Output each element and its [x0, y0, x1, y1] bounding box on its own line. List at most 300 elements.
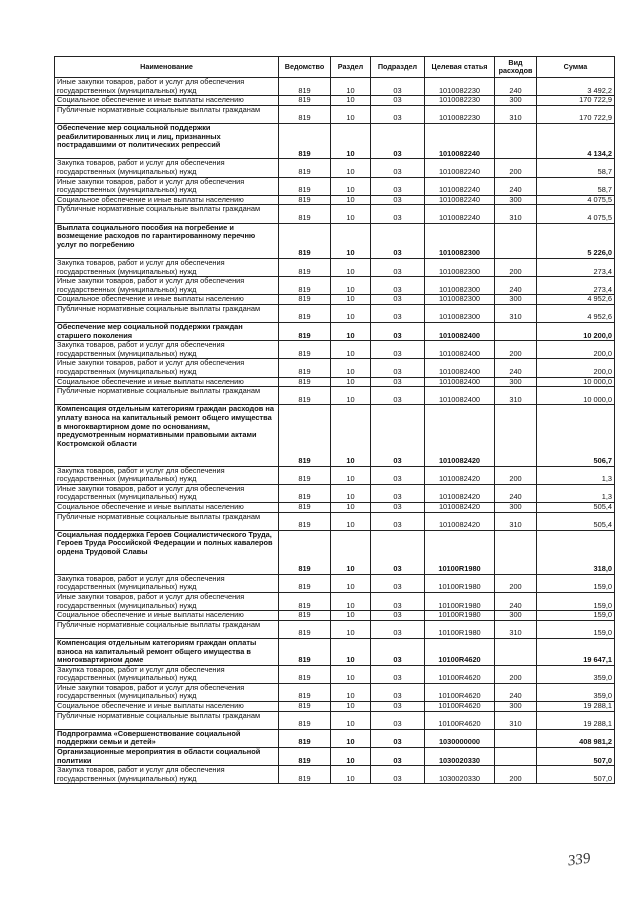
row-target: 10100R4620: [425, 638, 495, 665]
row-sum: 170 722,9: [537, 105, 615, 123]
row-target: 1010082240: [425, 205, 495, 223]
row-kind: 300: [495, 195, 537, 205]
row-kind: 240: [495, 277, 537, 295]
row-sum: 19 288,1: [537, 702, 615, 712]
row-target: 1010082240: [425, 177, 495, 195]
row-subsection: 03: [371, 484, 425, 502]
row-dept: 819: [279, 205, 331, 223]
header-sum: Сумма: [537, 57, 615, 78]
row-subsection: 03: [371, 177, 425, 195]
row-target: 10100R4620: [425, 702, 495, 712]
row-target: 1010082240: [425, 195, 495, 205]
table-row: [55, 638, 615, 665]
row-section: 10: [331, 295, 371, 305]
row-name: Публичные нормативные социальные выплаты гражданам: [55, 620, 279, 638]
row-section: 10: [331, 205, 371, 223]
row-kind: 200: [495, 341, 537, 359]
table-row: [55, 766, 615, 784]
row-subsection: 03: [371, 702, 425, 712]
row-name: Публичные нормативные социальные выплаты гражданам: [55, 711, 279, 729]
row-name: Иные закупки товаров, работ и услуг для обеспечения государственных (муниципальных) нужд: [55, 78, 279, 96]
row-section: 10: [331, 105, 371, 123]
row-kind: [495, 729, 537, 747]
row-section: 10: [331, 638, 371, 665]
row-section: 10: [331, 304, 371, 322]
table-row: [55, 359, 615, 377]
row-target: 1010082420: [425, 405, 495, 466]
row-target: 1030020330: [425, 766, 495, 784]
row-target: 1010082300: [425, 295, 495, 305]
row-subsection: 03: [371, 359, 425, 377]
row-section: 10: [331, 277, 371, 295]
row-dept: 819: [279, 484, 331, 502]
row-section: 10: [331, 341, 371, 359]
row-kind: 300: [495, 502, 537, 512]
row-subsection: 03: [371, 766, 425, 784]
row-subsection: 03: [371, 323, 425, 341]
budget-document: [54, 56, 614, 784]
table-row: [55, 611, 615, 621]
row-subsection: 03: [371, 711, 425, 729]
row-subsection: 03: [371, 258, 425, 276]
row-subsection: 03: [371, 195, 425, 205]
row-name: Публичные нормативные социальные выплаты гражданам: [55, 512, 279, 530]
row-name: Закупка товаров, работ и услуг для обеспечения государственных (муниципальных) нужд: [55, 766, 279, 784]
row-name: Компенсация отдельным категориям граждан оплаты взноса на капитальный ремонт общего имущества в многоквартирном доме: [55, 638, 279, 665]
row-section: 10: [331, 592, 371, 610]
table-row: [55, 592, 615, 610]
row-section: 10: [331, 177, 371, 195]
row-section: 10: [331, 96, 371, 106]
row-subsection: 03: [371, 405, 425, 466]
page-number: 339: [566, 850, 592, 870]
table-row: [55, 530, 615, 574]
row-target: 1010082400: [425, 323, 495, 341]
row-target: 1010082240: [425, 123, 495, 158]
row-name: Иные закупки товаров, работ и услуг для обеспечения государственных (муниципальных) нужд: [55, 359, 279, 377]
table-row: [55, 78, 615, 96]
row-sum: 1,3: [537, 484, 615, 502]
row-dept: 819: [279, 304, 331, 322]
row-dept: 819: [279, 341, 331, 359]
row-name: Социальное обеспечение и иные выплаты населению: [55, 295, 279, 305]
row-section: 10: [331, 530, 371, 574]
row-kind: 200: [495, 574, 537, 592]
row-kind: 240: [495, 78, 537, 96]
row-sum: 4 952,6: [537, 304, 615, 322]
row-section: 10: [331, 702, 371, 712]
row-kind: 200: [495, 466, 537, 484]
row-section: 10: [331, 766, 371, 784]
table-row: [55, 195, 615, 205]
row-sum: 1,3: [537, 466, 615, 484]
header-name: Наименование: [55, 57, 279, 78]
row-target: 1010082300: [425, 223, 495, 258]
row-subsection: 03: [371, 683, 425, 701]
row-subsection: 03: [371, 512, 425, 530]
table-row: [55, 711, 615, 729]
row-dept: 819: [279, 78, 331, 96]
row-name: Публичные нормативные социальные выплаты гражданам: [55, 387, 279, 405]
row-target: 1010082230: [425, 105, 495, 123]
row-sum: 273,4: [537, 277, 615, 295]
row-name: Закупка товаров, работ и услуг для обеспечения государственных (муниципальных) нужд: [55, 466, 279, 484]
row-target: 1010082300: [425, 277, 495, 295]
row-name: Социальная поддержка Героев Социалистического Труда, Героев Труда Российской Федерации и полных кавалеров ордена Трудовой Славы: [55, 530, 279, 574]
row-dept: 819: [279, 748, 331, 766]
row-section: 10: [331, 387, 371, 405]
row-dept: 819: [279, 123, 331, 158]
row-kind: 200: [495, 766, 537, 784]
row-sum: 318,0: [537, 530, 615, 574]
row-dept: 819: [279, 258, 331, 276]
row-target: 1030000000: [425, 729, 495, 747]
row-subsection: 03: [371, 105, 425, 123]
row-target: 1010082300: [425, 258, 495, 276]
row-target: 1010082420: [425, 512, 495, 530]
row-name: Иные закупки товаров, работ и услуг для обеспечения государственных (муниципальных) нужд: [55, 277, 279, 295]
row-sum: 19 647,1: [537, 638, 615, 665]
row-target: 1010082420: [425, 484, 495, 502]
row-section: 10: [331, 359, 371, 377]
row-name: Выплата социального пособия на погребение и возмещение расходов по гарантированному перечню услуг по погребению: [55, 223, 279, 258]
table-row: [55, 512, 615, 530]
row-name: Обеспечение мер социальной поддержки граждан старшего поколения: [55, 323, 279, 341]
header-kind: Вид расходов: [495, 57, 537, 78]
row-kind: [495, 123, 537, 158]
row-name: Социальное обеспечение и иные выплаты населению: [55, 702, 279, 712]
table-row: [55, 258, 615, 276]
row-sum: 273,4: [537, 258, 615, 276]
row-subsection: 03: [371, 638, 425, 665]
row-sum: 200,0: [537, 359, 615, 377]
table-row: [55, 323, 615, 341]
table-row: [55, 223, 615, 258]
row-subsection: 03: [371, 665, 425, 683]
row-dept: 819: [279, 377, 331, 387]
row-subsection: 03: [371, 96, 425, 106]
row-subsection: 03: [371, 466, 425, 484]
row-section: 10: [331, 620, 371, 638]
header-dept: Ведомство: [279, 57, 331, 78]
row-kind: 240: [495, 592, 537, 610]
row-section: 10: [331, 574, 371, 592]
row-dept: 819: [279, 96, 331, 106]
row-kind: 240: [495, 683, 537, 701]
row-kind: 310: [495, 512, 537, 530]
table-row: [55, 405, 615, 466]
row-section: 10: [331, 665, 371, 683]
row-sum: 159,0: [537, 574, 615, 592]
row-kind: [495, 638, 537, 665]
row-kind: 310: [495, 304, 537, 322]
row-dept: 819: [279, 195, 331, 205]
row-kind: 300: [495, 96, 537, 106]
row-subsection: 03: [371, 205, 425, 223]
table-row: [55, 665, 615, 683]
row-subsection: 03: [371, 748, 425, 766]
row-sum: 506,7: [537, 405, 615, 466]
row-target: 1010082240: [425, 159, 495, 177]
row-dept: 819: [279, 502, 331, 512]
row-name: Иные закупки товаров, работ и услуг для обеспечения государственных (муниципальных) нужд: [55, 177, 279, 195]
row-subsection: 03: [371, 620, 425, 638]
row-sum: 359,0: [537, 683, 615, 701]
table-row: [55, 748, 615, 766]
row-name: Закупка товаров, работ и услуг для обеспечения государственных (муниципальных) нужд: [55, 159, 279, 177]
row-name: Публичные нормативные социальные выплаты гражданам: [55, 205, 279, 223]
row-name: Социальное обеспечение и иные выплаты населению: [55, 502, 279, 512]
row-kind: 240: [495, 359, 537, 377]
row-subsection: 03: [371, 223, 425, 258]
row-kind: 300: [495, 295, 537, 305]
row-sum: 10 000,0: [537, 387, 615, 405]
row-dept: 819: [279, 611, 331, 621]
row-section: 10: [331, 195, 371, 205]
row-section: 10: [331, 729, 371, 747]
row-dept: 819: [279, 702, 331, 712]
table-row: [55, 205, 615, 223]
table-row: [55, 466, 615, 484]
row-sum: 19 288,1: [537, 711, 615, 729]
row-target: 1010082420: [425, 502, 495, 512]
row-section: 10: [331, 123, 371, 158]
table-row: [55, 729, 615, 747]
table-row: [55, 574, 615, 592]
header-subsection: Подраздел: [371, 57, 425, 78]
header-section: Раздел: [331, 57, 371, 78]
row-kind: [495, 323, 537, 341]
row-dept: 819: [279, 159, 331, 177]
row-dept: 819: [279, 729, 331, 747]
row-target: 1010082400: [425, 377, 495, 387]
row-target: 10100R4620: [425, 711, 495, 729]
row-kind: 240: [495, 484, 537, 502]
row-sum: 5 226,0: [537, 223, 615, 258]
row-section: 10: [331, 466, 371, 484]
row-target: 1010082300: [425, 304, 495, 322]
row-kind: 200: [495, 665, 537, 683]
row-dept: 819: [279, 295, 331, 305]
budget-table: [54, 56, 615, 784]
row-dept: 819: [279, 620, 331, 638]
table-row: [55, 702, 615, 712]
row-kind: 310: [495, 205, 537, 223]
row-sum: 408 981,2: [537, 729, 615, 747]
row-kind: 310: [495, 387, 537, 405]
row-dept: 819: [279, 223, 331, 258]
row-sum: 159,0: [537, 611, 615, 621]
row-dept: 819: [279, 387, 331, 405]
row-sum: 3 492,2: [537, 78, 615, 96]
row-dept: 819: [279, 574, 331, 592]
row-kind: 300: [495, 611, 537, 621]
table-row: [55, 123, 615, 158]
row-sum: 58,7: [537, 159, 615, 177]
row-section: 10: [331, 377, 371, 387]
row-subsection: 03: [371, 159, 425, 177]
row-subsection: 03: [371, 295, 425, 305]
row-target: 10100R1980: [425, 620, 495, 638]
row-section: 10: [331, 484, 371, 502]
row-dept: 819: [279, 683, 331, 701]
row-sum: 505,4: [537, 512, 615, 530]
row-subsection: 03: [371, 574, 425, 592]
row-kind: 200: [495, 258, 537, 276]
row-kind: [495, 530, 537, 574]
row-sum: 58,7: [537, 177, 615, 195]
table-row: [55, 304, 615, 322]
row-name: Социальное обеспечение и иные выплаты населению: [55, 195, 279, 205]
row-sum: 10 200,0: [537, 323, 615, 341]
row-sum: 507,0: [537, 748, 615, 766]
row-name: Социальное обеспечение и иные выплаты населению: [55, 96, 279, 106]
row-name: Иные закупки товаров, работ и услуг для обеспечения государственных (муниципальных) нужд: [55, 592, 279, 610]
row-subsection: 03: [371, 341, 425, 359]
row-subsection: 03: [371, 304, 425, 322]
table-row: [55, 341, 615, 359]
row-target: 1030020330: [425, 748, 495, 766]
row-subsection: 03: [371, 78, 425, 96]
row-target: 10100R1980: [425, 592, 495, 610]
row-section: 10: [331, 223, 371, 258]
row-dept: 819: [279, 592, 331, 610]
row-name: Социальное обеспечение и иные выплаты населению: [55, 611, 279, 621]
row-section: 10: [331, 258, 371, 276]
row-target: 10100R4620: [425, 665, 495, 683]
row-target: 1010082230: [425, 96, 495, 106]
row-section: 10: [331, 748, 371, 766]
row-sum: 507,0: [537, 766, 615, 784]
row-kind: 240: [495, 177, 537, 195]
row-section: 10: [331, 78, 371, 96]
row-target: 1010082400: [425, 387, 495, 405]
row-section: 10: [331, 683, 371, 701]
row-dept: 819: [279, 512, 331, 530]
row-kind: [495, 405, 537, 466]
row-name: Подпрограмма «Совершенствование социальной поддержки семьи и детей»: [55, 729, 279, 747]
row-kind: 310: [495, 711, 537, 729]
row-name: Компенсация отдельным категориям граждан расходов на уплату взноса на капитальный ремонт общего имущества в многоквартирном доме по основаниям, предусмотренным нормативными правовыми актами Костромской области: [55, 405, 279, 466]
table-row: [55, 484, 615, 502]
row-dept: 819: [279, 323, 331, 341]
row-name: Публичные нормативные социальные выплаты гражданам: [55, 304, 279, 322]
row-target: 10100R1980: [425, 530, 495, 574]
row-section: 10: [331, 711, 371, 729]
row-target: 1010082230: [425, 78, 495, 96]
table-row: [55, 377, 615, 387]
row-section: 10: [331, 323, 371, 341]
row-name: Иные закупки товаров, работ и услуг для обеспечения государственных (муниципальных) нужд: [55, 484, 279, 502]
table-row: [55, 105, 615, 123]
row-name: Публичные нормативные социальные выплаты гражданам: [55, 105, 279, 123]
row-kind: [495, 223, 537, 258]
row-target: 1010082400: [425, 341, 495, 359]
row-name: Социальное обеспечение и иные выплаты населению: [55, 377, 279, 387]
row-kind: [495, 748, 537, 766]
row-sum: 4 952,6: [537, 295, 615, 305]
row-kind: 310: [495, 105, 537, 123]
row-name: Закупка товаров, работ и услуг для обеспечения государственных (муниципальных) нужд: [55, 665, 279, 683]
row-name: Закупка товаров, работ и услуг для обеспечения государственных (муниципальных) нужд: [55, 341, 279, 359]
row-name: Обеспечение мер социальной поддержки реабилитированных лиц и лиц, признанных пострадавшими от политических репрессий: [55, 123, 279, 158]
table-row: [55, 620, 615, 638]
row-dept: 819: [279, 105, 331, 123]
row-dept: 819: [279, 359, 331, 377]
row-section: 10: [331, 512, 371, 530]
table-row: [55, 277, 615, 295]
table-body: [55, 78, 615, 784]
row-subsection: 03: [371, 530, 425, 574]
row-sum: 159,0: [537, 592, 615, 610]
row-dept: 819: [279, 766, 331, 784]
row-sum: 359,0: [537, 665, 615, 683]
row-target: 10100R4620: [425, 683, 495, 701]
row-dept: 819: [279, 177, 331, 195]
table-row: [55, 502, 615, 512]
row-dept: 819: [279, 638, 331, 665]
row-sum: 4 075,5: [537, 205, 615, 223]
row-kind: 310: [495, 620, 537, 638]
row-subsection: 03: [371, 387, 425, 405]
row-subsection: 03: [371, 611, 425, 621]
row-kind: 200: [495, 159, 537, 177]
row-kind: 300: [495, 377, 537, 387]
table-row: [55, 683, 615, 701]
row-subsection: 03: [371, 592, 425, 610]
row-subsection: 03: [371, 729, 425, 747]
header-target: Целевая статья: [425, 57, 495, 78]
row-dept: 819: [279, 530, 331, 574]
row-section: 10: [331, 405, 371, 466]
row-name: Организационные мероприятия в области социальной политики: [55, 748, 279, 766]
row-target: 1010082400: [425, 359, 495, 377]
row-sum: 4 134,2: [537, 123, 615, 158]
row-target: 10100R1980: [425, 574, 495, 592]
row-section: 10: [331, 159, 371, 177]
row-dept: 819: [279, 665, 331, 683]
row-dept: 819: [279, 277, 331, 295]
row-target: 1010082420: [425, 466, 495, 484]
row-sum: 159,0: [537, 620, 615, 638]
row-sum: 10 000,0: [537, 377, 615, 387]
row-sum: 200,0: [537, 341, 615, 359]
row-dept: 819: [279, 711, 331, 729]
row-sum: 505,4: [537, 502, 615, 512]
row-name: Закупка товаров, работ и услуг для обеспечения государственных (муниципальных) нужд: [55, 574, 279, 592]
row-dept: 819: [279, 466, 331, 484]
row-subsection: 03: [371, 277, 425, 295]
row-subsection: 03: [371, 377, 425, 387]
row-sum: 4 075,5: [537, 195, 615, 205]
row-section: 10: [331, 502, 371, 512]
row-name: Иные закупки товаров, работ и услуг для обеспечения государственных (муниципальных) нужд: [55, 683, 279, 701]
table-row: [55, 159, 615, 177]
row-target: 10100R1980: [425, 611, 495, 621]
row-dept: 819: [279, 405, 331, 466]
table-row: [55, 387, 615, 405]
row-name: Закупка товаров, работ и услуг для обеспечения государственных (муниципальных) нужд: [55, 258, 279, 276]
table-row: [55, 295, 615, 305]
row-subsection: 03: [371, 502, 425, 512]
row-section: 10: [331, 611, 371, 621]
table-row: [55, 177, 615, 195]
row-sum: 170 722,9: [537, 96, 615, 106]
table-row: [55, 96, 615, 106]
table-header-row: [55, 57, 615, 78]
row-kind: 300: [495, 702, 537, 712]
row-subsection: 03: [371, 123, 425, 158]
